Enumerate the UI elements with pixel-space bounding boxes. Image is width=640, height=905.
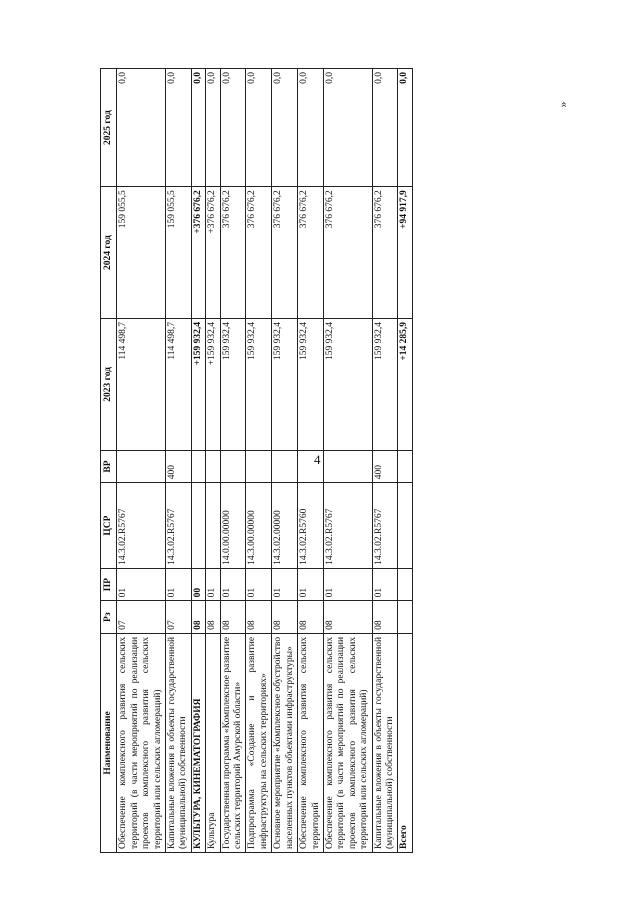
table-row (117, 69, 166, 853)
col-pr-cell: 01 (206, 568, 220, 601)
col-rz-cell: 07 (166, 601, 192, 634)
col-2023-cell: 159 932,4 (323, 318, 372, 450)
col-2023-cell: 159 932,4 (246, 318, 272, 450)
budget-table-rotated (100, 68, 558, 853)
col-2024-cell: 159 055,5 (166, 187, 192, 319)
col-2024-cell: +376 676,2 (191, 187, 205, 319)
table-header-row (101, 69, 117, 853)
col-2023-cell: 114 498,7 (166, 318, 192, 450)
col-2023-cell: 159 932,4 (298, 318, 324, 450)
col-pr-header: ПР (101, 568, 117, 601)
col-rz-cell (398, 601, 412, 634)
col-vr-cell (298, 450, 324, 483)
col-csr-cell: 14.3.02.00000 (272, 483, 298, 569)
col-vr-cell (246, 450, 272, 483)
col-2024-cell: 376 676,2 (298, 187, 324, 319)
budget-table (100, 68, 413, 853)
col-rz-header: Рз (101, 601, 117, 634)
col-vr-cell: 400 (166, 450, 192, 483)
col-csr-cell: 14.3.02.R5767 (166, 483, 192, 569)
table-row (206, 69, 220, 853)
col-2024-cell: 376 676,2 (246, 187, 272, 319)
col-vr-header: ВР (101, 450, 117, 483)
col-rz-cell: 08 (298, 601, 324, 634)
col-rz-cell: 08 (206, 601, 220, 634)
col-csr-cell: 14.3.02.R5760 (298, 483, 324, 569)
col-2024-header: 2024 год (101, 187, 117, 319)
continuation-mark: » (555, 101, 570, 108)
col-2024-cell: +94 917,9 (398, 187, 412, 319)
col-pr-cell: 01 (166, 568, 192, 601)
col-rz-cell: 08 (246, 601, 272, 634)
col-2023-cell: +159 932,4 (191, 318, 205, 450)
col-2025-cell: 0,0 (298, 69, 324, 187)
col-name-cell: Капитальные вложения в объекты государственной (муниципальной) собственности (166, 633, 192, 852)
col-pr-cell: 01 (117, 568, 166, 601)
col-name-cell: Обеспечение комплексного развития сельских территорий (в части мероприятий по реализации проектов комплексного развития сельских территорий или сельских агломераций) (117, 633, 166, 852)
col-csr-cell: 14.0.00.00000 (220, 483, 246, 569)
col-csr-cell: 14.3.02.R5767 (323, 483, 372, 569)
col-csr-cell (398, 483, 412, 569)
col-2025-cell: 0,0 (206, 69, 220, 187)
col-name-cell: Подпрограмма «Создание и развитие инфраструктуры на сельских территориях» (246, 633, 272, 852)
col-name-cell: Культура (206, 633, 220, 852)
col-2023-cell: 114 498,7 (117, 318, 166, 450)
col-rz-cell: 08 (323, 601, 372, 634)
page-number: 4 (314, 452, 321, 467)
table-row (298, 69, 324, 853)
col-vr-cell (272, 450, 298, 483)
col-2023-cell: +159 932,4 (206, 318, 220, 450)
table-row (372, 69, 398, 853)
col-vr-cell (220, 450, 246, 483)
col-2025-cell: 0,0 (166, 69, 192, 187)
col-name-cell: Государственная программа «Комплексное развитие сельских территорий Амурской области» (220, 633, 246, 852)
col-pr-cell (398, 568, 412, 601)
col-2025-cell: 0,0 (272, 69, 298, 187)
col-pr-cell: 01 (220, 568, 246, 601)
col-rz-cell: 08 (272, 601, 298, 634)
col-csr-cell: 14.3.00.00000 (246, 483, 272, 569)
col-pr-cell: 01 (323, 568, 372, 601)
col-rz-cell: 08 (220, 601, 246, 634)
col-name-cell: Капитальные вложения в объекты государственной (муниципальной) собственности (372, 633, 398, 852)
col-2024-cell: 376 676,2 (372, 187, 398, 319)
col-pr-cell: 01 (246, 568, 272, 601)
col-2025-cell: 0,0 (372, 69, 398, 187)
col-name-cell: Всего (398, 633, 412, 852)
table-row (272, 69, 298, 853)
col-2024-cell: 159 055,5 (117, 187, 166, 319)
col-csr-cell: 14.3.02.R5767 (117, 483, 166, 569)
col-name-cell: Обеспечение комплексного развития сельских территорий (в части мероприятий по реализации проектов комплексного развития сельских территорий или сельских агломераций) (323, 633, 372, 852)
col-2024-cell: 376 676,2 (323, 187, 372, 319)
col-2025-cell: 0,0 (191, 69, 205, 187)
col-2025-cell: 0,0 (323, 69, 372, 187)
col-2024-cell: 376 676,2 (272, 187, 298, 319)
col-name-cell: Основное мероприятие «Комплексное обустройство населенных пунктов объектами инфраструктуры» (272, 633, 298, 852)
col-pr-cell: 01 (372, 568, 398, 601)
col-2025-cell: 0,0 (246, 69, 272, 187)
col-vr-cell (323, 450, 372, 483)
col-name-header: Наименование (101, 633, 117, 852)
col-csr-header: ЦСР (101, 483, 117, 569)
col-rz-cell: 07 (117, 601, 166, 634)
col-vr-cell (206, 450, 220, 483)
table-row (323, 69, 372, 853)
table-row (246, 69, 272, 853)
table-row (398, 69, 412, 853)
col-2025-header: 2025 год (101, 69, 117, 187)
col-csr-cell: 14.3.02.R5767 (372, 483, 398, 569)
col-name-cell: КУЛЬТУРА, КИНЕМАТОГРАФИЯ (191, 633, 205, 852)
col-2024-cell: +376 676,2 (206, 187, 220, 319)
col-vr-cell: 400 (372, 450, 398, 483)
table-row (220, 69, 246, 853)
col-2025-cell: 0,0 (220, 69, 246, 187)
col-2023-cell: 159 932,4 (220, 318, 246, 450)
col-2024-cell: 376 676,2 (220, 187, 246, 319)
col-pr-cell: 00 (191, 568, 205, 601)
col-2023-header: 2023 год (101, 318, 117, 450)
col-vr-cell (398, 450, 412, 483)
col-2023-cell: +14 285,9 (398, 318, 412, 450)
col-name-cell: Обеспечение комплексного развития сельских территорий (298, 633, 324, 852)
col-2025-cell: 0,0 (117, 69, 166, 187)
col-csr-cell (191, 483, 205, 569)
col-2025-cell: 0,0 (398, 69, 412, 187)
col-rz-cell: 08 (191, 601, 205, 634)
col-vr-cell (191, 450, 205, 483)
col-csr-cell (206, 483, 220, 569)
col-vr-cell (117, 450, 166, 483)
col-rz-cell: 08 (372, 601, 398, 634)
table-row (166, 69, 192, 853)
table-row (191, 69, 205, 853)
col-pr-cell: 01 (272, 568, 298, 601)
col-2023-cell: 159 932,4 (372, 318, 398, 450)
col-2023-cell: 159 932,4 (272, 318, 298, 450)
col-pr-cell: 01 (298, 568, 324, 601)
table-body (117, 69, 412, 853)
